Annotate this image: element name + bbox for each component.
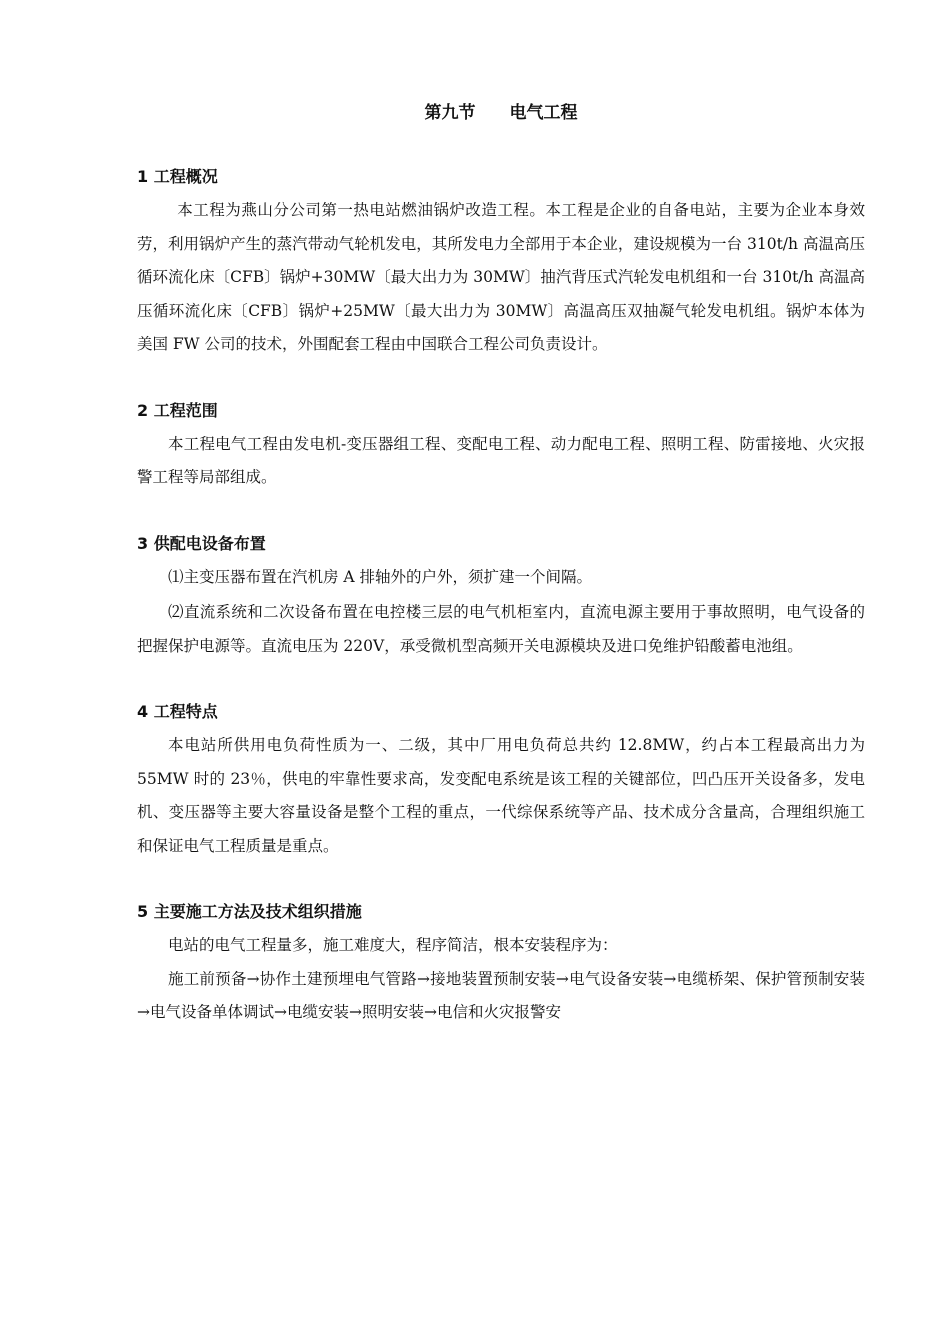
section-heading: 4 工程特点 [137, 702, 218, 721]
section-heading: 2 工程范围 [137, 400, 218, 420]
section-heading: 3 供配电设备布置 [137, 533, 266, 553]
page-title: 第九节 电气工程 [424, 103, 578, 123]
section-paragraph: 施工前预备→协作土建预埋电气管路→接地装置预制安装→电气设备安装→电缆桥架、保护管预制安装→电气设备单体调试→电缆安装→照明安装→电信和火灾报警安 [137, 969, 865, 1021]
section-paragraph: ⑵直流系统和二次设备布置在电控楼三层的电气机柜室内，直流电源主要用于事故照明，电气设备的把握保护电源等。直流电压为 220V，承受微机型高频开关电源模块及进口免维护铅酸蓄电池组。 [137, 603, 865, 655]
section-heading: 5 主要施工方法及技术组织措施 [137, 902, 362, 921]
section-equipment-layout [137, 527, 865, 664]
section-paragraph: 本工程电气工程由发电机-变压器组工程、变配电工程、动力配电工程、照明工程、防雷接地、火灾报警工程等局部组成。 [137, 434, 865, 486]
section-overview [137, 160, 865, 362]
section-heading: 1 工程概况 [137, 167, 218, 186]
section-paragraph: 电站的电气工程量多，施工难度大，程序简洁，根本安装程序为： [168, 936, 618, 954]
document-page [137, 96, 865, 1062]
section-construction-methods [137, 895, 865, 1030]
section-scope [137, 394, 865, 495]
section-paragraph: 本工程为燕山分公司第一热电站燃油锅炉改造工程。本工程是企业的自备电站，主要为企业本身效劳，利用锅炉产生的蒸汽带动气轮机发电，其所发电力全部用于本企业，建设规模为一台 310t/h 高温高压循环流化床〔CFB〕锅炉+30MW〔最大出力为 30MW〕抽汽背压式汽轮发电机组和一台 310t/h 高温高压循环流化床〔CFB〕锅炉+25MW〔最大出力为 30MW〕高温高压双抽凝气轮发电机组。锅炉本体为美国 FW 公司的技术，外围配套工程由中国联合工程公司负责设计。 [137, 201, 865, 353]
section-features [137, 695, 865, 863]
section-paragraph: 本电站所供用电负荷性质为一、二级，其中厂用电负荷总共约 12.8MW，约占本工程最高出力为 55MW 时的 23％，供电的牢靠性要求高，发变配电系统是该工程的关键部位，凹凸压开关设备多，发电机、变压器等主要大容量设备是整个工程的重点，一代综保系统等产品、技术成分含量高，合理组织施工和保证电气工程质量是重点。 [137, 736, 865, 855]
section-paragraph: ⑴主变压器布置在汽机房 A 排轴外的户外，须扩建一个间隔。 [168, 567, 593, 586]
